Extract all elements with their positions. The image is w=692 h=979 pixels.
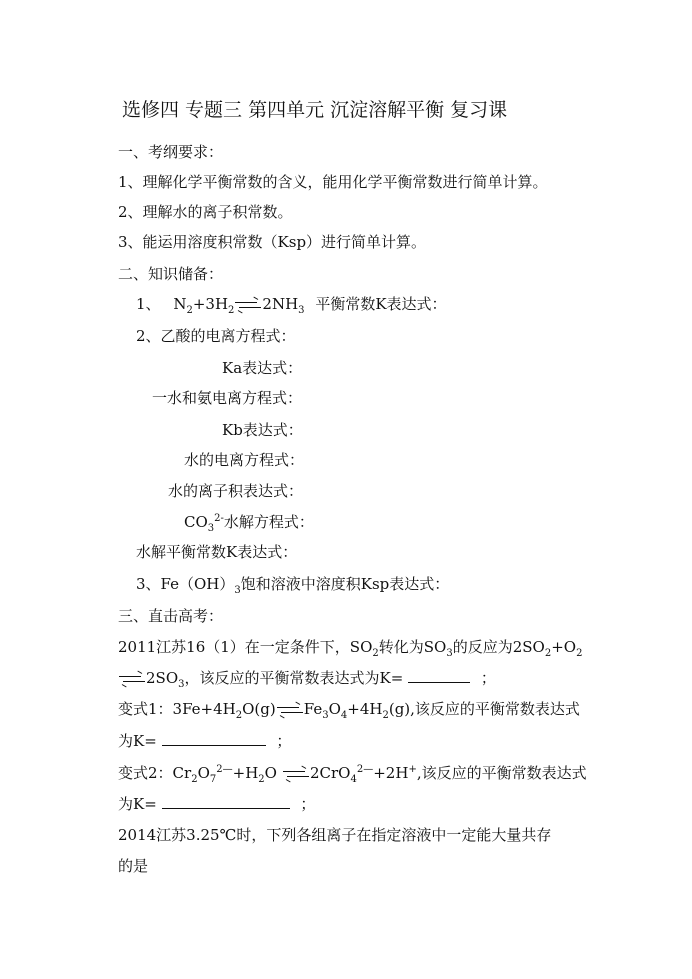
question-1-line-1 [118, 637, 582, 657]
question-text: 2SO [146, 669, 179, 687]
variant-2-line-1 [118, 763, 587, 783]
knowledge-item-2: 2、乙酸的电离方程式： [136, 327, 296, 345]
subscript: 3 [234, 585, 241, 596]
subscript: 2 [258, 774, 265, 785]
question-text: O(g) [242, 700, 276, 718]
subscript: 2 [372, 648, 379, 659]
hydrolysis-constant-label: 水解平衡常数K表达式： [136, 543, 298, 561]
subscript: 7 [209, 774, 217, 785]
question-text: ； [300, 795, 316, 813]
knowledge-item-3 [136, 574, 449, 594]
question-text: 的反应为2SO [452, 638, 545, 656]
question-text: +H [232, 764, 259, 782]
section-heading-exam: 三、直击高考： [118, 607, 224, 625]
variant-1-line-2 [118, 731, 291, 751]
superscript: 2- [214, 513, 224, 524]
answer-blank[interactable] [408, 668, 470, 683]
variant-1-line-1 [118, 699, 580, 719]
formula-label: 水解方程式： [223, 513, 314, 531]
subscript: 3 [178, 679, 185, 690]
water-ionization-label: 水的电离方程式： [184, 451, 305, 469]
question-text: 2CrO [309, 764, 351, 782]
subscript: 2 [191, 774, 198, 785]
equilibrium-arrow-icon [277, 706, 303, 715]
answer-blank[interactable] [162, 731, 266, 746]
question-text: Fe [303, 700, 323, 718]
subscript: 2 [544, 648, 552, 659]
question-text: O [197, 764, 210, 782]
question-text: 变式2：Cr [118, 764, 192, 782]
subscript: 2 [576, 648, 583, 659]
ammonia-ionization-label: 一水和氨电离方程式： [152, 389, 303, 407]
subscript: 2 [235, 710, 243, 721]
subscript: 3 [207, 523, 215, 534]
subscript: 3 [322, 710, 329, 721]
question-text: ； [480, 669, 496, 687]
question-text: ,该反应的平衡常数表达式 [416, 764, 587, 782]
kb-expression-label: Kb表达式： [222, 421, 303, 439]
subscript: 2 [186, 305, 193, 316]
question-text: 为K= [118, 732, 157, 750]
formula-text: 3、Fe（OH） [136, 575, 235, 593]
question-text: O [264, 764, 277, 782]
equilibrium-arrow-icon [119, 675, 145, 684]
question-1-line-2 [118, 668, 496, 688]
question-text: +2H [373, 764, 409, 782]
water-ion-product-label: 水的离子积表达式： [168, 482, 304, 500]
requirement-item-3: 3、能运用溶度积常数（Ksp）进行简单计算。 [118, 233, 427, 251]
question-text: 为K= [118, 795, 157, 813]
question-2-line-2: 的是 [118, 857, 149, 875]
requirement-item-1: 1、理解化学平衡常数的含义，能用化学平衡常数进行简单计算。 [118, 173, 548, 191]
question-text: 变式1：3Fe+4H [118, 700, 236, 718]
question-text: +O [551, 638, 577, 656]
equilibrium-arrow-icon [283, 770, 309, 779]
formula-label: 平衡常数K表达式： [315, 295, 447, 313]
question-text: (g),该反应的平衡常数表达式 [388, 700, 580, 718]
question-2-line-1: 2014江苏3.25℃时，下列各组离子在指定溶液中一定能大量共存 [118, 826, 552, 844]
section-heading-requirements: 一、考纲要求： [118, 143, 224, 161]
question-text: +4H [347, 700, 383, 718]
superscript: 2— [356, 764, 374, 775]
formula-text: +3H [192, 295, 229, 313]
formula-text: N [173, 295, 187, 313]
question-text: 2011江苏16（1）在一定条件下，SO [118, 638, 373, 656]
subscript: 3 [298, 305, 305, 316]
subscript: 2 [382, 710, 389, 721]
question-text: 转化为SO [378, 638, 447, 656]
subscript: 2 [228, 305, 235, 316]
formula-text: 2NH [262, 295, 299, 313]
section-heading-knowledge: 二、知识储备： [118, 265, 224, 283]
superscript: 2— [216, 764, 233, 775]
variant-2-line-2 [118, 794, 315, 814]
formula-label: 饱和溶液中溶度积Ksp表达式： [240, 575, 450, 593]
page-title: 选修四 专题三 第四单元 沉淀溶解平衡 复习课 [122, 99, 508, 121]
answer-blank[interactable] [162, 794, 290, 809]
subscript: 4 [350, 774, 357, 785]
knowledge-item-1 [136, 294, 447, 314]
superscript: + [408, 764, 417, 775]
equilibrium-arrow-icon [235, 301, 261, 310]
question-text: ，该反应的平衡常数表达式为K= [184, 669, 404, 687]
subscript: 3 [446, 648, 453, 659]
requirement-item-2: 2、理解水的离子积常数。 [118, 203, 293, 221]
carbonate-hydrolysis-label [184, 512, 314, 532]
item-number: 1、 [136, 295, 161, 313]
subscript: 4 [340, 710, 348, 721]
question-text: O [328, 700, 341, 718]
question-text: ； [276, 732, 292, 750]
ka-expression-label: Ka表达式： [222, 359, 303, 377]
formula-text: CO [184, 513, 208, 531]
